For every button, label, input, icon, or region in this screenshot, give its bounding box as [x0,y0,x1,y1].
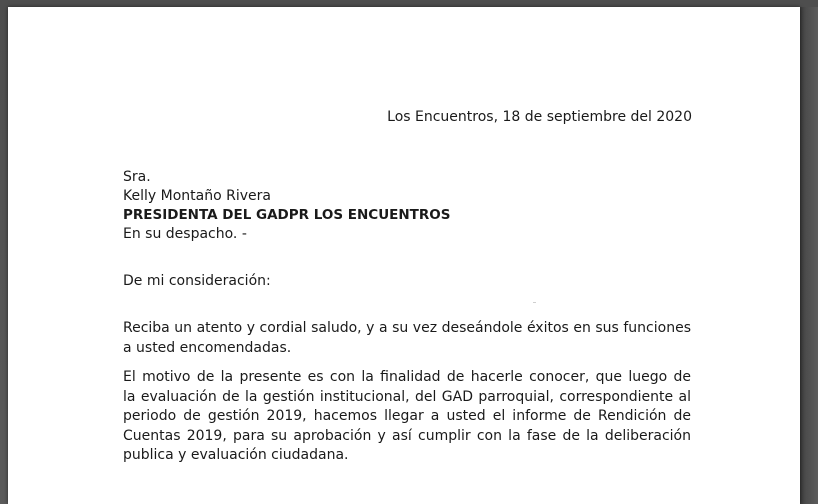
paragraph-line: Reciba un atento y cordial saludo, y a su vez deseándole éxitos en sus funciones [123,320,691,336]
paragraph-line: Cuentas 2019, para su aprobación y así cumplir con la fase de la deliberación [123,427,691,444]
recipient-name: Kelly Montaño Rivera [123,188,271,204]
document-page [8,7,800,504]
scan-speck [533,302,536,303]
recipient-location: En su despacho. - [123,226,247,242]
paragraph-purpose [123,368,691,466]
paragraph-greeting [123,319,691,358]
page-edge [800,7,818,504]
recipient-title: Sra. [123,169,151,185]
paragraph-line: a usted encomendadas. [123,339,292,356]
paragraph-line: periodo de gestión 2019, hacemos llegar a usted el informe de Rendición de [123,408,691,424]
paragraph-line: publica y evaluación ciudadana. [123,447,349,463]
greeting: De mi consideración: [123,273,271,289]
recipient-position: PRESIDENTA DEL GADPR LOS ENCUENTROS [123,207,451,223]
paragraph-line: El motivo de la presente es con la finalidad de hacerle conocer, que luego de [123,369,691,385]
paragraph-line: la evaluación de la gestión institucional, del GAD parroquial, correspondiente al [123,388,691,405]
place-date: Los Encuentros, 18 de septiembre del 2020 [387,109,692,125]
